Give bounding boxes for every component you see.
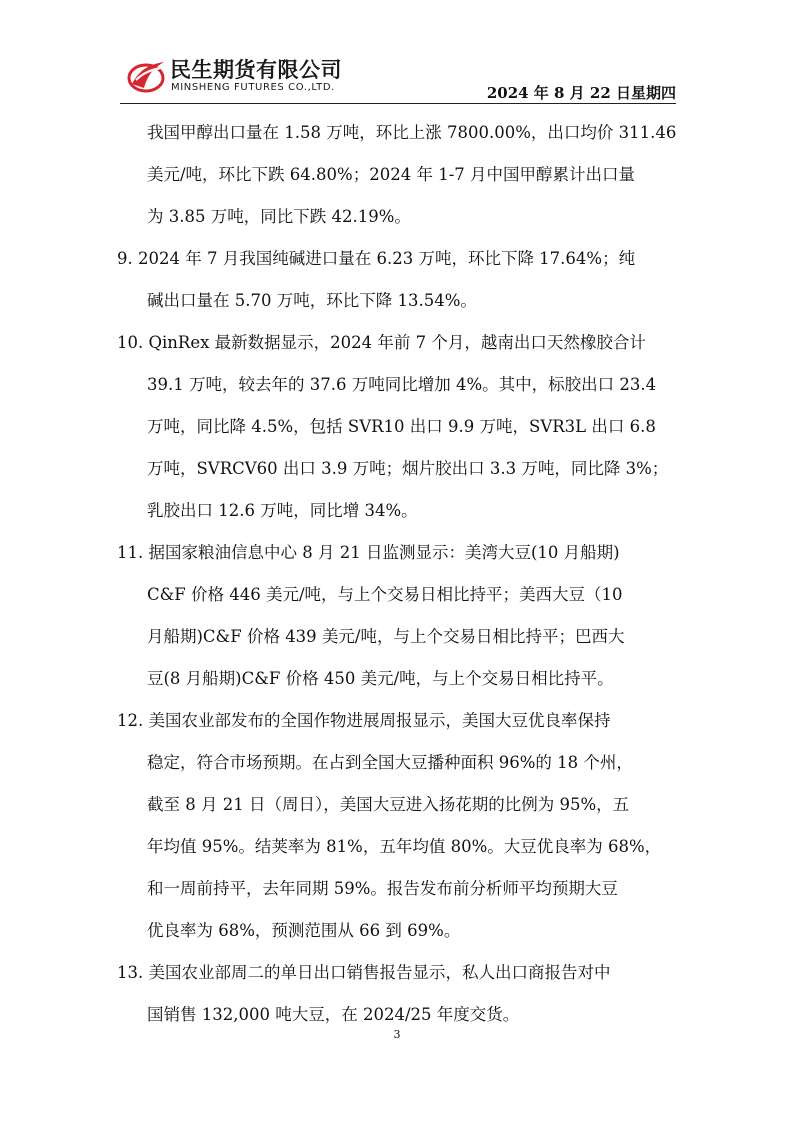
text-line: 39.1 万吨，较去年的 37.6 万吨同比增加 4%。其中，标胶出口 23.4 [147,375,657,394]
text-line: 13. 美国农业部周二的单日出口销售报告显示，私人出口商报告对中 [117,963,611,982]
text-line: 万吨，SVRCV60 出口 3.9 万吨；烟片胶出口 3.3 万吨，同比降 3%； [147,459,669,478]
text-line: 10. QinRex 最新数据显示，2024 年前 7 个月，越南出口天然橡胶合计 [117,333,646,352]
text-line: 我国甲醇出口量在 1.58 万吨，环比上涨 7800.00%，出口均价 311.46 [147,123,677,142]
list-item-11 [117,532,677,700]
text-line: 12. 美国农业部发布的全国作物进展周报显示，美国大豆优良率保持 [117,711,611,730]
logo-chinese-name: 民生期货有限公司 [170,58,342,82]
text-line: 碱出口量在 5.70 万吨，环比下降 13.54%。 [147,291,477,310]
page-header [120,52,676,104]
text-line: C&F 价格 446 美元/吨，与上个交易日相比持平；美西大豆（10 [147,585,623,604]
minsheng-logo-icon [126,58,166,94]
list-item-9 [117,238,677,322]
company-logo [120,52,380,100]
text-line: 截至 8 月 21 日（周日），美国大豆进入扬花期的比例为 95%，五 [147,795,630,814]
text-line: 万吨，同比降 4.5%，包括 SVR10 出口 9.9 万吨，SVR3L 出口 6.8 [147,417,656,436]
header-divider [120,103,676,104]
text-line: 年均值 95%。结荚率为 81%，五年均值 80%。大豆优良率为 68%， [147,837,662,856]
text-line: 豆(8 月船期)C&F 价格 450 美元/吨，与上个交易日相比持平。 [147,669,614,688]
text-line: 11. 据国家粮油信息中心 8 月 21 日监测显示：美湾大豆(10 月船期) [117,543,620,562]
text-line: 为 3.85 万吨，同比下跌 42.19%。 [147,207,411,226]
text-line: 国销售 132,000 吨大豆，在 2024/25 年度交货。 [147,1005,520,1024]
paragraph-methanol-exports [117,112,677,238]
text-line: 9. 2024 年 7 月我国纯碱进口量在 6.23 万吨，环比下降 17.64%；纯 [117,249,636,268]
logo-english-name: MINSHENG FUTURES CO.,LTD. [171,82,335,93]
list-item-10 [117,322,677,532]
text-line: 和一周前持平，去年同期 59%。报告发布前分析师平均预期大豆 [147,879,618,898]
text-line: 优良率为 68%，预测范围从 66 到 69%。 [147,921,461,940]
list-item-13 [117,952,677,1036]
page-number: 3 [393,1028,401,1041]
text-line: 乳胶出口 12.6 万吨，同比增 34%。 [147,501,418,520]
text-line: 美元/吨，环比下跌 64.80%；2024 年 1-7 月中国甲醇累计出口量 [147,165,636,184]
report-body [117,112,677,1036]
text-line: 稳定，符合市场预期。在占到全国大豆播种面积 96%的 18 个州， [147,753,633,772]
list-item-12 [117,700,677,952]
report-date: 2024 年 8 月 22 日星期四 [486,84,676,102]
text-line: 月船期)C&F 价格 439 美元/吨，与上个交易日相比持平；巴西大 [147,627,625,646]
